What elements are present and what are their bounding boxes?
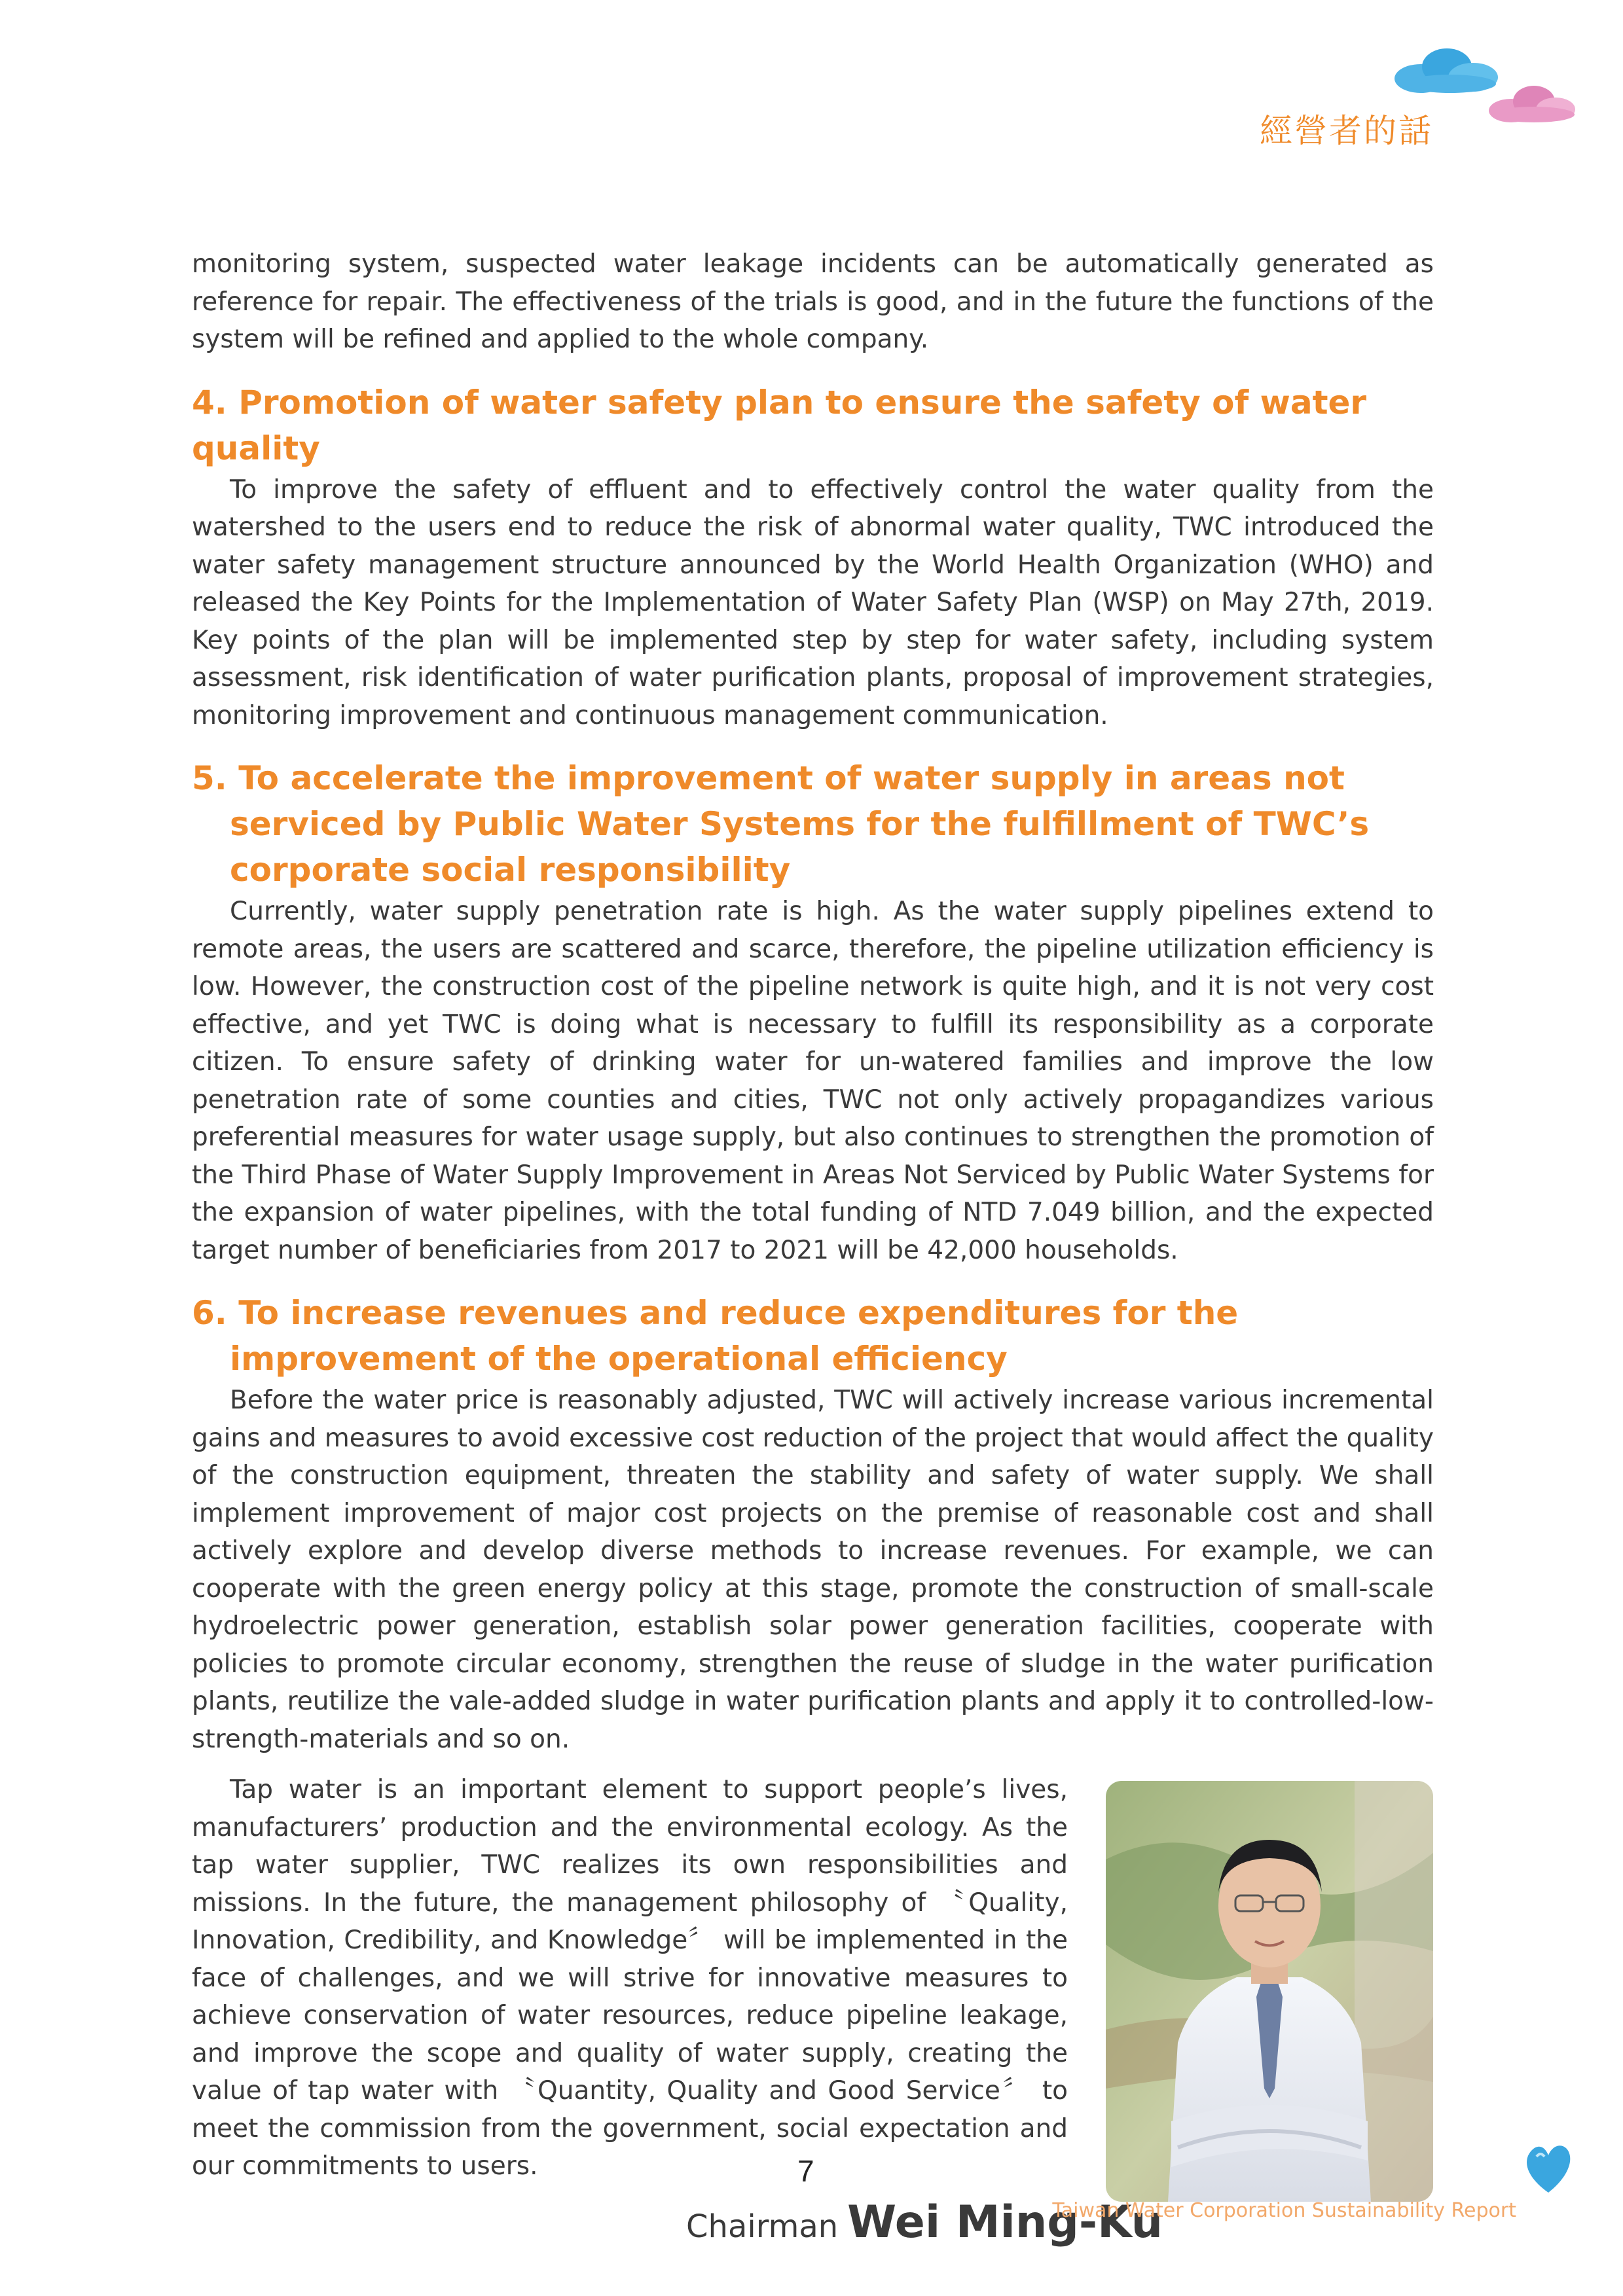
section-title: Promotion of water safety plan to ensure the safety of water quality — [192, 383, 1367, 467]
header-title: 經營者的話 — [1260, 112, 1433, 150]
section-number: 5. — [192, 759, 227, 797]
section-heading — [192, 380, 1434, 471]
section-title: To accelerate the improvement of water supply in areas not serviced by Public Water Systems for the fulfillment of TWC’s corporate social responsibility — [230, 759, 1370, 889]
section-number: 4. — [192, 383, 227, 422]
section-heading — [192, 755, 1434, 893]
pink-cloud-icon — [1485, 82, 1577, 128]
section-body: To improve the safety of effluent and to effectively control the water quality from the watershed to the users end to reduce the risk of abnormal water quality, TWC introduced the water safety management structure announced by the World Health Organization (WHO) and released the Key Points for the Implementation of Water Safety Plan (WSP) on May 27th, 2019. Key points of the plan will be implemented step by step for water safety, including system assessment, risk identification of water purification plants, proposal of improvement strategies, monitoring improvement and continuous management communication. — [192, 475, 1434, 730]
closing-paragraph: Tap water is an important element to support people’s lives, manufacturers’ production and the environmental ecology. As the tap water supplier, TWC realizes its own responsibilities and missions. In the future, the management philosophy of 〝Quality, Innovation, Credibility, and Knowledge〞 will be implemented in the face of challenges, and we will strive for innovative measures to achieve conservation of water resources, reduce pipeline leakage, and improve the scope and quality of water supply, creating the value of tap water with 〝Quantity, Quality and Good Service〞 to meet the commission from the government, social expectation and our commitments to users. — [192, 1775, 1068, 2181]
signature-role: Chairman — [686, 2208, 839, 2245]
section-5 — [192, 755, 1434, 1269]
section-6 — [192, 1290, 1434, 1758]
water-drop-heart-icon — [1522, 2137, 1575, 2196]
signature-name: Wei Ming-Ku — [847, 2197, 1163, 2248]
section-heading — [192, 1290, 1434, 1382]
chairman-portrait — [1106, 1781, 1433, 2202]
section-title: To increase revenues and reduce expenditures for the improvement of the operational efficiency — [230, 1294, 1239, 1378]
footer-report-title: Taiwan Water Corporation Sustainability Report — [1052, 2199, 1516, 2222]
intro-paragraph: monitoring system, suspected water leakage incidents can be automatically generated as reference for repair. The effectiveness of the trials is good, and in the future the functions of the system will be refined and applied to the whole company. — [192, 249, 1434, 354]
section-number: 6. — [192, 1294, 227, 1332]
page-number: 7 — [797, 2154, 814, 2188]
section-body: Before the water price is reasonably adjusted, TWC will actively increase various incremental gains and measures to avoid excessive cost reduction of the project that would affect the quality of the construction equipment, threaten the stability and safety of water supply. We shall implement improvement of major cost projects on the premise of reasonable cost and shall actively explore and develop diverse methods to increase revenues. For example, we can cooperate with the green energy policy at this stage, promote the construction of small-scale hydroelectric power generation, establish solar power generation facilities, cooperate with policies to promote circular economy, strengthen the reuse of sludge in the water purification plants, reutilize the vale-added sludge in water purification plants and apply it to controlled-low-strength-materials and so on. — [192, 1386, 1434, 1754]
section-body: Currently, water supply penetration rate is high. As the water supply pipelines extend to remote areas, the users are scattered and scarce, therefore, the pipeline utilization efficiency is low. However, the construction cost of the pipeline network is quite high, and it is not very cost effective, and yet TWC is doing what is necessary to fulfill its responsibility as a corporate citizen. To ensure safety of drinking water for un-watered families and improve the low penetration rate of some counties and cities, TWC not only actively propagandizes various preferential measures for water usage supply, but also continues to strengthen the promotion of the Third Phase of Water Supply Improvement in Areas Not Serviced by Public Water Systems for the expansion of water pipelines, with the total funding of NTD 7.049 billion, and the expected target number of beneficiaries from 2017 to 2021 will be 42,000 households. — [192, 897, 1434, 1265]
section-4 — [192, 380, 1434, 735]
